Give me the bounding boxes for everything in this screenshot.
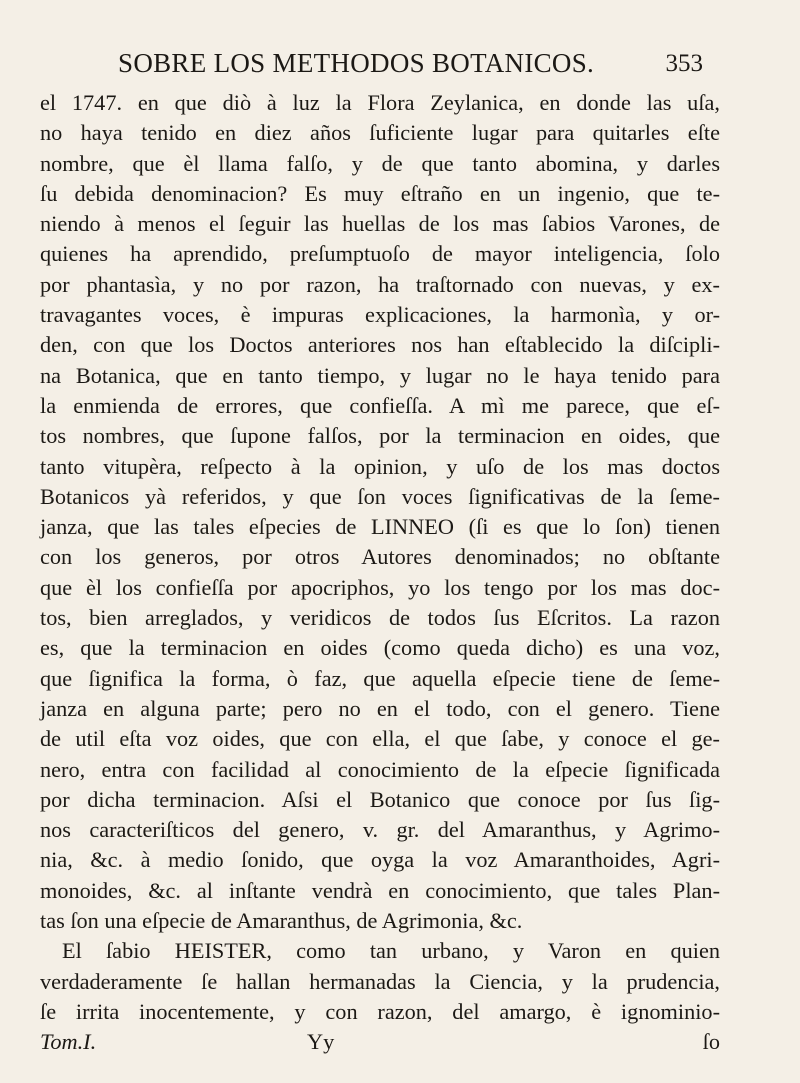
text-line: ſe irrita inocentemente, y con razon, del amargo, è ignominio- bbox=[40, 998, 720, 1024]
catchword: ſo bbox=[702, 1029, 720, 1054]
text-line: nombre, que èl llama falſo, y de que tanto abomina, y darles bbox=[40, 150, 720, 176]
text-line: janza en alguna parte; pero no en el todo, con el genero. Tiene bbox=[40, 695, 720, 721]
text-line: quienes ha aprendido, preſumptuoſo de mayor inteligencia, ſolo bbox=[40, 241, 720, 267]
text-line: por dicha terminacion. Aſsi el Botanico que conoce por ſus ſig- bbox=[40, 786, 720, 812]
text-line: den, con que los Doctos anteriores nos han eſtablecido la diſcipli- bbox=[40, 332, 720, 358]
text-line: tas ſon una eſpecie de Amaranthus, de Agrimonia, &c. bbox=[40, 908, 523, 934]
running-title: SOBRE LOS METHODOS BOTANICOS. bbox=[118, 48, 595, 78]
gathering-mark: Yy bbox=[307, 1029, 335, 1054]
page-number: 353 bbox=[665, 50, 703, 77]
text-line: verdaderamente ſe hallan hermanadas la Ciencia, y la prudencia, bbox=[40, 968, 720, 994]
text-line: travagantes voces, è impuras explicaciones, la harmonìa, y or- bbox=[40, 302, 720, 328]
text-line: monoides, &c. al inſtante vendrà en conocimiento, que tales Plan- bbox=[40, 877, 720, 903]
text-line: por phantasìa, y no por razon, ha traſtornado con nuevas, y ex- bbox=[40, 271, 720, 297]
text-line: na Botanica, que en tanto tiempo, y lugar no le haya tenido para bbox=[40, 362, 720, 388]
text-line: nos caracteriſticos del genero, v. gr. del Amaranthus, y Agrimo- bbox=[40, 817, 720, 843]
text-line: con los generos, por otros Autores denominados; no obſtante bbox=[40, 544, 720, 570]
running-head bbox=[118, 48, 703, 88]
text-line: tos, bien arreglados, y veridicos de todos ſus Eſcritos. La razon bbox=[40, 605, 720, 631]
text-line: tanto vitupèra, reſpecto à la opinion, y uſo de los mas doctos bbox=[40, 453, 720, 479]
text-line: nia, &c. à medio ſonido, que oyga la voz Amaranthoides, Agri- bbox=[40, 847, 720, 873]
text-line: ſu debida denominacion? Es muy eſtraño en un ingenio, que te- bbox=[40, 180, 720, 206]
text-line: que èl los confieſſa por apocriphos, yo los tengo por los mas doc- bbox=[40, 574, 720, 600]
volume-signature: Tom.I. bbox=[40, 1029, 97, 1054]
text-line: Botanicos yà referidos, y que ſon voces ſignificativas de la ſeme- bbox=[40, 483, 720, 509]
text-line: la enmienda de errores, que confieſſa. A mì me parece, que eſ- bbox=[40, 392, 720, 418]
text-line: janza, que las tales eſpecies de LINNEO (ſi es que lo ſon) tienen bbox=[40, 514, 720, 540]
text-line: no haya tenido en diez años ſuficiente lugar para quitarles eſte bbox=[40, 120, 720, 146]
text-line: niendo à menos el ſeguir las huellas de los mas ſabios Varones, de bbox=[40, 211, 720, 237]
page-footer bbox=[40, 1027, 720, 1057]
text-line: es, que la terminacion en oides (como queda dicho) es una voz, bbox=[40, 635, 720, 661]
text-line: tos nombres, que ſupone falſos, por la terminacion en oides, que bbox=[40, 423, 720, 449]
text-line: el 1747. en que diò à luz la Flora Zeylanica, en donde las uſa, bbox=[40, 90, 720, 115]
text-line: El ſabio HEISTER, como tan urbano, y Varon en quien bbox=[62, 938, 720, 964]
text-line: nero, entra con facilidad al conocimiento de la eſpecie ſignificada bbox=[40, 756, 720, 782]
text-line: de util eſta voz oides, que con ella, el que ſabe, y conoce el ge- bbox=[40, 726, 720, 752]
body-text bbox=[40, 88, 720, 1027]
text-line: que ſignifica la forma, ò faz, que aquella eſpecie tiene de ſeme- bbox=[40, 665, 720, 691]
